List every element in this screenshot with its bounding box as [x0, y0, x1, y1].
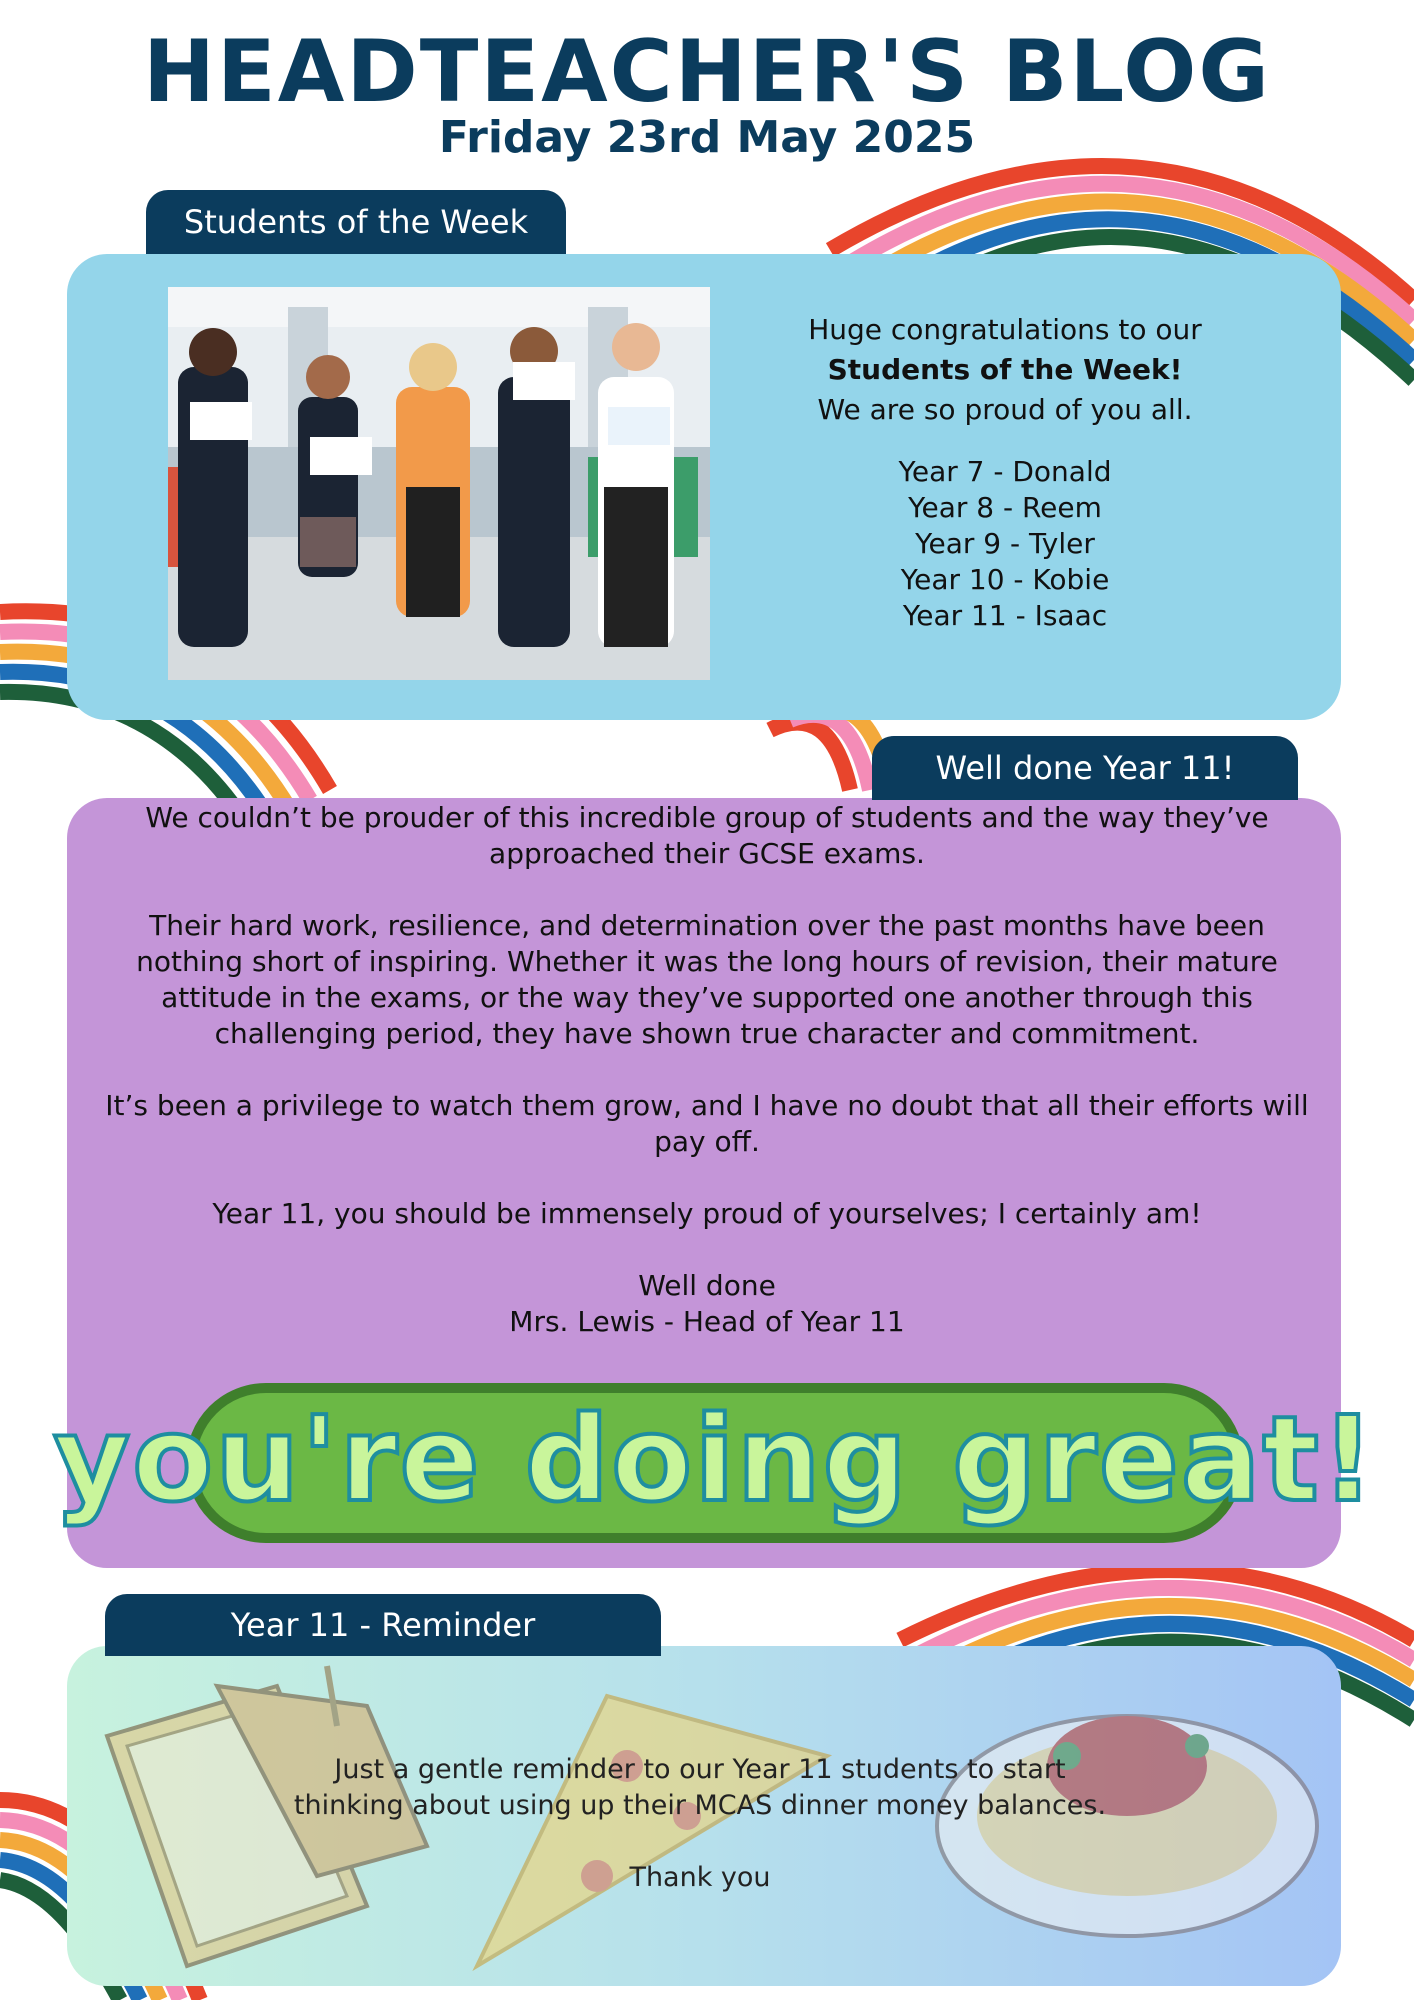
- winner-item: Year 9 - Tyler: [915, 527, 1095, 560]
- reminder-text: [150, 1752, 1250, 1896]
- winner-item: Year 11 - Isaac: [902, 599, 1108, 632]
- year11-message: [95, 800, 1319, 1340]
- sotw-intro-bold: Students of the Week!: [827, 353, 1183, 386]
- winner-item: Year 10 - Kobie: [900, 563, 1110, 596]
- winner-item: Year 7 - Donald: [898, 455, 1112, 488]
- winners-list: [770, 454, 1240, 634]
- message-paragraph: Year 11, you should be immensely proud of yourselves; I certainly am!: [212, 1197, 1202, 1230]
- well-done-tab: Well done Year 11!: [872, 736, 1298, 800]
- reminder-line: thinking about using up their MCAS dinner money balances.: [293, 1790, 1107, 1821]
- signoff-line: Well done: [638, 1269, 776, 1302]
- message-paragraph: It’s been a privilege to watch them grow, and I have no doubt that all their efforts will pay off.: [105, 1089, 1309, 1158]
- reminder-line: Just a gentle reminder to our Year 11 students to start: [334, 1754, 1066, 1785]
- students-of-week-text: [770, 310, 1240, 634]
- message-paragraph: We couldn’t be prouder of this incredible group of students and the way they’ve approached their GCSE exams.: [145, 801, 1269, 870]
- student-figure: [178, 328, 252, 647]
- message-paragraph: Their hard work, resilience, and determination over the past months have been nothing short of inspiring. Whether it was the long hours of revision, their mature attitude in the exams, or the way they’ve supported one another through this challenging period, they have shown true character and commitment.: [136, 909, 1278, 1050]
- reminder-thanks: Thank you: [629, 1862, 771, 1893]
- sotw-intro-line: We are so proud of you all.: [817, 393, 1193, 426]
- page-date: Friday 23rd May 2025: [438, 112, 976, 163]
- reminder-tab: Year 11 - Reminder: [105, 1594, 661, 1656]
- youre-doing-great-banner: [53, 1358, 1377, 1558]
- sotw-intro-line: Huge congratulations to our: [808, 313, 1202, 346]
- signoff-signature: Mrs. Lewis - Head of Year 11: [509, 1305, 905, 1338]
- students-of-week-tab: Students of the Week: [146, 190, 566, 254]
- banner-text: you're doing great!: [53, 1390, 1377, 1528]
- students-photo: [168, 287, 710, 680]
- winner-item: Year 8 - Reem: [908, 491, 1102, 524]
- page-title: HEADTEACHER'S BLOG: [143, 22, 1271, 122]
